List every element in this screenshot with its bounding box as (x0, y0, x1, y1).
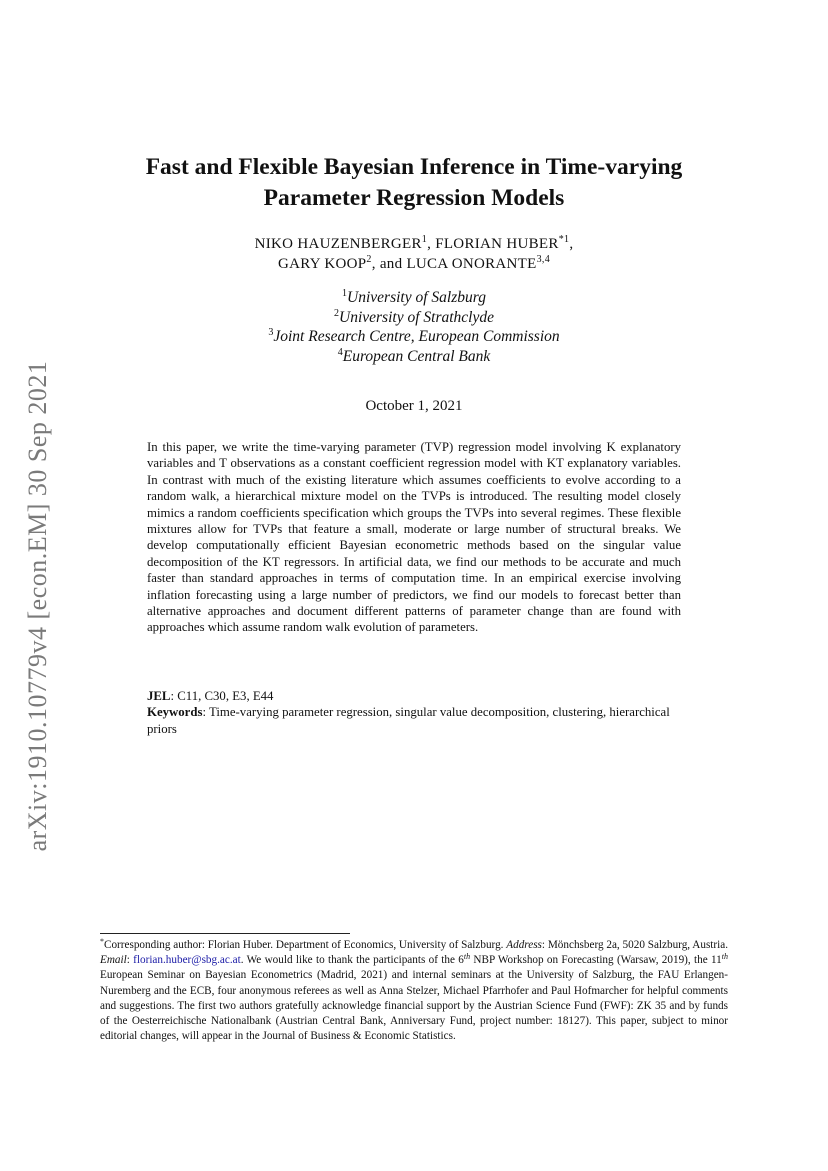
footnote-text: : (126, 954, 134, 967)
paper-title (90, 152, 738, 214)
author-separator: , and (371, 256, 407, 272)
author-name: NIKO HAUZENBERGER (254, 236, 422, 252)
footnote-text: . We would like to thank the participants of the 6 (240, 954, 464, 967)
affiliation-name: Joint Research Centre, European Commission (273, 328, 560, 345)
email-link[interactable]: florian.huber@sbg.ac.at (133, 954, 241, 967)
footnote-mark: * (100, 937, 104, 946)
affiliation-name: University of Salzburg (347, 289, 486, 306)
jel-codes (147, 688, 681, 704)
author-name: LUCA ONORANTE (406, 256, 537, 272)
affiliation-mark: 1 (342, 288, 348, 299)
author-affil-mark: 3,4 (536, 254, 550, 265)
address-label: Address (506, 939, 542, 951)
affiliation-mark: 2 (334, 307, 340, 319)
footnote-text: : Mönchsberg 2a, 5020 Salzburg, Austria. (541, 939, 729, 951)
affiliation (90, 347, 738, 367)
abstract: In this paper, we write the time-varying parameter (TVP) regression model involving K explanatory variables and T observations as a constant coefficient regression model with KT explanatory variables. In contrast with much of the existing literature which assumes coefficients to evolve according to a random walk, a hierarchical mixture model on the TVPs is introduced. The resulting model closely mimics a random coefficients specification which groups the TVPs into several regimes. These flexible mixtures allow for TVPs that feature a small, moderate or large number of structural breaks. We develop computationally efficient Bayesian econometric methods based on the singular value decomposition of the KT regressors. In artificial data, we find our methods to be accurate and much faster than standard approaches in terms of computation time. In an empirical exercise involving inflation forecasting using a large number of predictors, we find our models to forecast better than alternative approaches and document different patterns of parameter change than are found with approaches which assume random walk evolution of parameters. (147, 440, 681, 635)
footnote-rule (100, 933, 350, 934)
author-name: FLORIAN HUBER (435, 236, 559, 252)
author-line-1 (90, 234, 738, 254)
affiliation-mark: 3 (268, 327, 274, 338)
keywords-label: Keywords (147, 705, 203, 720)
paper-meta (147, 688, 681, 737)
keywords (147, 704, 681, 737)
keywords-value: : Time-varying parameter regression, singular value decomposition, clustering, hierarchical priors (147, 705, 670, 736)
email-label: Email (100, 954, 127, 967)
affiliation (90, 308, 738, 328)
author-affil-mark: 1 (421, 234, 428, 245)
jel-label: JEL (147, 689, 171, 703)
author-list (90, 234, 738, 274)
affiliation (90, 288, 738, 308)
author-affil-mark: 2 (366, 254, 372, 265)
affiliation-mark: 4 (337, 346, 343, 358)
ordinal-suffix: th (721, 952, 729, 962)
jel-value: : C11, C30, E3, E44 (170, 689, 274, 703)
arxiv-identifier: arXiv:1910.10779v4 [econ.EM] 30 Sep 2021 (23, 360, 52, 852)
author-separator: , (569, 236, 574, 252)
affiliation (90, 327, 738, 347)
author-line-2 (90, 254, 738, 274)
author-name: GARY KOOP (277, 256, 367, 272)
affiliation-name: University of Strathclyde (339, 308, 494, 326)
footnote-text: Corresponding author: Florian Huber. Department of Economics, University of Salzburg. (104, 939, 507, 951)
footnote-text: European Seminar on Bayesian Econometrics (Madrid, 2021) and internal seminars at the University of Salzburg, the FAU Erlangen-Nuremberg and the ECB, four anonymous referees as well as Anna Stelzer, Michael Pfarrhofer and Paul Hofmarcher for helpful comments and suggestions. The first two authors gratefully acknowledge financial support by the Austrian Science Fund (FWF): ZK 35 and by funds of the Oesterreichische Nationalbank (Austrian Central Bank, Anniversary Fund, project number: 18127). This paper, subject to minor editorial changes, will appear in the Journal of Business & Economic Statistics. (100, 969, 728, 1043)
affiliation-name: European Central Bank (342, 347, 491, 365)
title-line-2: Parameter Regression Models (263, 185, 565, 211)
footnote-text: NBP Workshop on Forecasting (Warsaw, 2019), the 11 (470, 954, 722, 967)
author-separator: , (427, 236, 436, 252)
ordinal-suffix: th (463, 952, 471, 962)
paper-date: October 1, 2021 (365, 398, 463, 414)
author-affil-mark: *1 (558, 234, 570, 245)
arxiv-sidebar (24, 346, 52, 866)
affiliation-list (90, 288, 738, 366)
title-line-1: Fast and Flexible Bayesian Inference in Time-varying (145, 154, 683, 180)
footnote (100, 938, 728, 1044)
